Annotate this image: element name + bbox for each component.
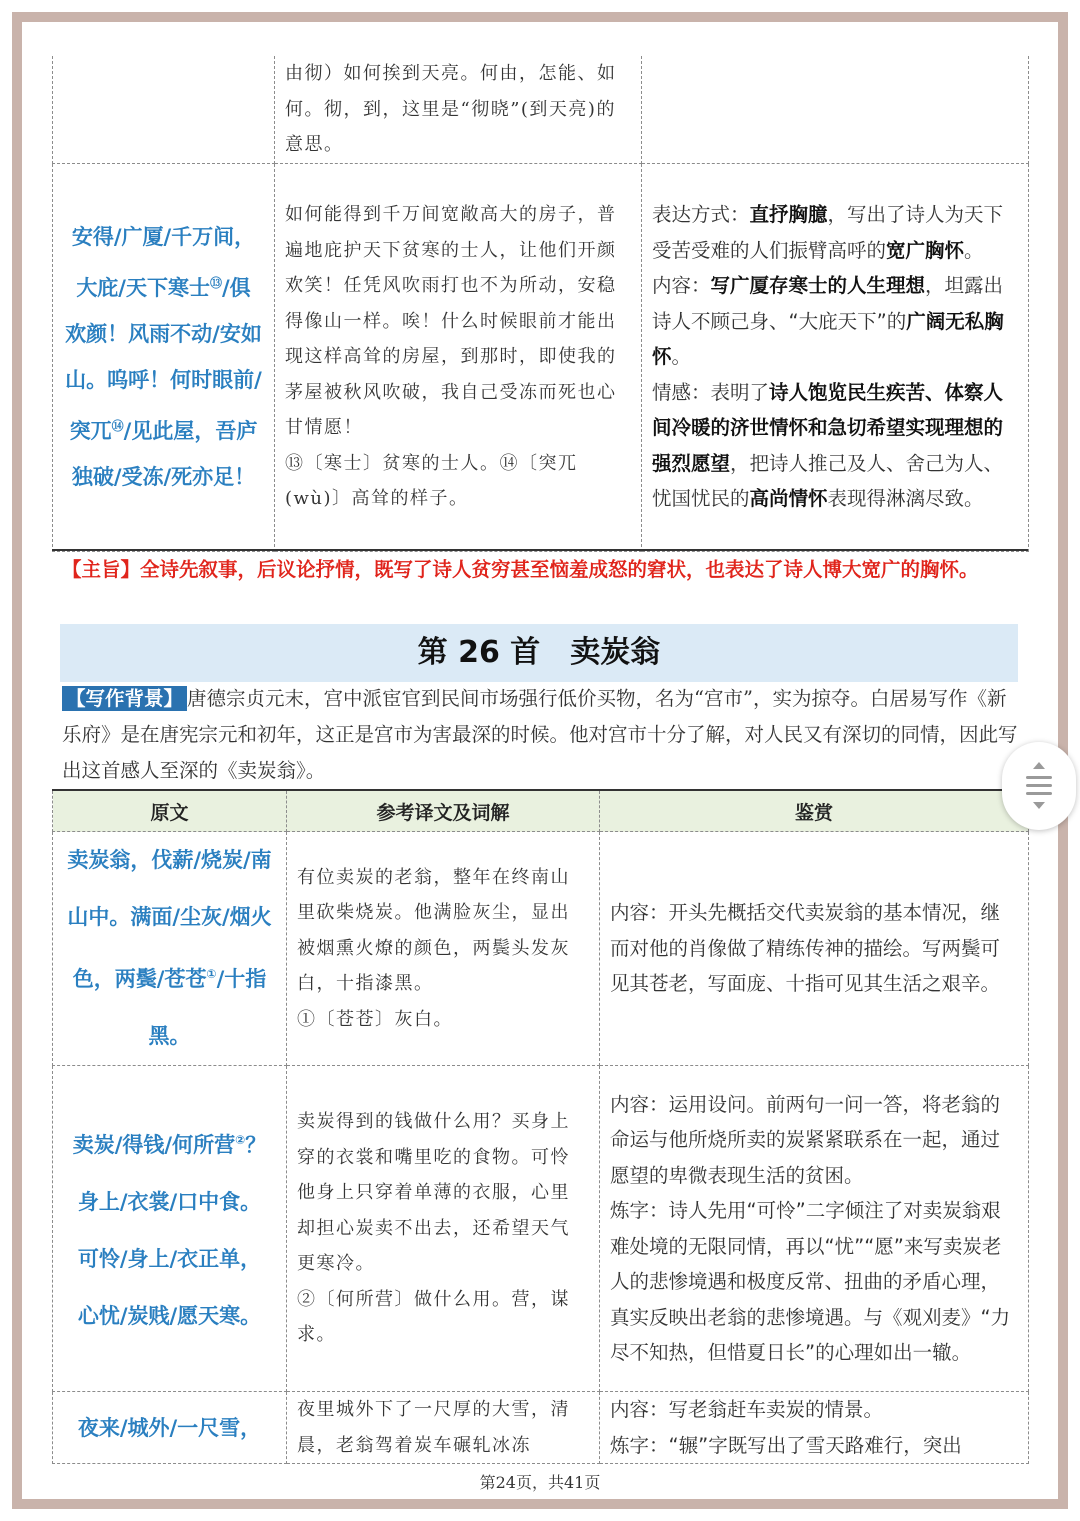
word-note: ②〔何所营〕做什么用。营，谋求。: [297, 1288, 570, 1346]
translation-cell: [287, 1392, 600, 1464]
footnote-mark: ⑬: [209, 276, 222, 290]
word-note: ⑬〔寒士〕贫寒的士人。⑭〔突兀(wù)〕高耸的样子。: [285, 452, 578, 510]
appreciation-label: 情感：: [652, 380, 711, 404]
poem-line: 卖炭/得钱/何所营: [72, 1133, 236, 1157]
original-cell: [53, 56, 275, 163]
appreciation-item: [652, 197, 1018, 268]
translation-text: 卖炭得到的钱做什么用？买身上穿的衣裳和嘴里吃的食物。可怜他身上只穿着单薄的衣服，心里却担心炭卖不出去，还希望天气更寒冷。: [297, 1111, 570, 1275]
translation-text: 由彻）如何挨到天亮。何由，怎能、如何。彻，到，这里是“彻晓”(到天亮)的意思。: [285, 63, 617, 155]
appreciation-text: ，把诗人推己及人、舍己为人、忧国忧民的: [652, 451, 1004, 511]
poem-line: 山。呜呼！何时眼前/: [65, 368, 262, 392]
page-number: 第24页，共41页: [479, 1473, 601, 1492]
table-row: [53, 1066, 1029, 1392]
original-cell: [53, 1392, 287, 1464]
key-phrase: 广阔无私胸怀: [652, 309, 1004, 369]
appreciation-text: ，写出了诗人为天下受苦受难的人们振臂高呼的: [652, 203, 1004, 262]
appreciation-text: 内容：开头先概括交代卖炭翁的基本情况，继而对他的肖像做了精练传神的描绘。写两鬓可见其苍老，写面庞、十指可见其生活之艰辛。: [610, 901, 1001, 996]
table-bottom-rule: [52, 549, 1028, 551]
footnote-mark: ②: [235, 1133, 246, 1147]
poem-title: 第 26 首 卖炭翁: [60, 624, 1018, 682]
poem-line: 欢颜！风雨不动/安如: [65, 322, 262, 346]
key-phrase: 高尚情怀: [749, 487, 828, 511]
appreciation-text: 。: [964, 238, 984, 262]
header-translation: 参考译文及词解: [287, 790, 600, 832]
key-phrase: 诗人饱览民生疾苦、体察人间冷暖的济世情怀和急切希望实现理想的强烈愿望: [652, 380, 1004, 475]
translation-text: 有位卖炭的老翁，整年在终南山里砍柴烧炭。他满脸灰尘，显出被烟熏火燎的颜色，两鬓头发灰白，十指漆黑。: [297, 866, 570, 995]
appreciation-item: 内容：写老翁赶车卖炭的情景。: [610, 1398, 884, 1421]
poem-line: 大庇/天下寒士: [76, 276, 210, 300]
translation-text: 夜里城外下了一尺厚的大雪，清晨，老翁驾着炭车碾轧冰冻: [297, 1399, 570, 1456]
poem-line: 色，两鬓/苍苍: [72, 967, 207, 991]
translation-cell: [275, 56, 642, 163]
appreciation-item: [652, 375, 1018, 517]
translation-cell: [275, 163, 642, 551]
appreciation-text: 表现得淋漓尽致。: [827, 487, 984, 511]
appreciation-text: 。: [671, 345, 692, 369]
appreciation-cell: [600, 1066, 1029, 1392]
original-cell: [53, 163, 275, 551]
appreciation-label: 内容：: [652, 274, 711, 298]
scroll-handle[interactable]: [1002, 742, 1076, 830]
table-header: [53, 790, 1029, 832]
table-row: [53, 56, 1029, 163]
poem-line: 黑。: [148, 1024, 191, 1048]
translation-cell: [287, 832, 600, 1066]
translation-cell: [287, 1066, 600, 1392]
poem-line: 山中。满面/尘灰/烟火: [67, 905, 272, 929]
appreciation-item: 内容：运用设问。前两句一问一答，将老翁的命运与他所烧所卖的炭紧紧联系在一起，通过愿望的卑微表现生活的贫困。: [610, 1092, 1001, 1187]
poem-line: /俱: [222, 276, 251, 300]
top-poem-table: [52, 56, 1029, 552]
writing-background: [62, 681, 1024, 789]
appreciation-text: ，坦露出诗人不顾己身、“大庇天下”的: [652, 274, 1004, 333]
appreciation-item: 炼字：诗人先用“可怜”二字倾注了对卖炭翁艰难处境的无限同情，再以“忧”“愿”来写卖炭老人的悲惨境遇和极度反常、扭曲的矛盾心理，真实反映出老翁的悲惨境遇。与《观刈麦》“力尽不知热，但惜夏日长”的心理如出一辙。: [610, 1199, 1011, 1364]
footnote-mark: ①: [206, 967, 217, 981]
appreciation-item: [652, 268, 1018, 375]
appreciation-cell: [642, 163, 1029, 551]
original-cell: [53, 1066, 287, 1392]
key-phrase: 直抒胸臆: [749, 203, 828, 227]
key-phrase: 宽广胸怀: [886, 238, 965, 262]
original-cell: [53, 832, 287, 1066]
poem-line: /见此屋，吾庐: [123, 419, 258, 443]
key-phrase: 写广厦存寒士的人生理想: [710, 274, 926, 298]
appreciation-item: 炼字：“辗”字既写出了雪天路难行，突出: [610, 1433, 962, 1457]
poem-table: [52, 789, 1029, 1464]
word-note: ①〔苍苍〕灰白。: [297, 1008, 453, 1030]
table-row: [53, 1392, 1029, 1464]
background-text: 唐德宗贞元末，宫中派宦官到民间市场强行低价买物，名为“宫市”，实为掠夺。白居易写作《新乐府》是在唐宪宗元和初年，这正是宫市为害最深的时候。他对宫市十分了解，对人民又有深切的同情，因此写出这首感人至深的《卖炭翁》。: [62, 687, 1018, 782]
poem-line: 突兀: [69, 419, 112, 443]
header-original: 原文: [53, 790, 287, 832]
poem-line: ？: [245, 1133, 267, 1157]
appreciation-cell: [642, 56, 1029, 163]
appreciation-cell: [600, 832, 1029, 1066]
table-row: [53, 832, 1029, 1066]
poem-line: 心忧/炭贱/愿天寒。: [77, 1304, 262, 1328]
appreciation-cell: [600, 1392, 1029, 1464]
poem-line: 可怜/身上/衣正单，: [77, 1247, 262, 1271]
appreciation-label: 表达方式：: [652, 203, 750, 227]
translation-text: 如何能得到千万间宽敞高大的房子，普遍地庇护天下贫寒的士人，让他们开颜欢笑！任凭风吹雨打也不为所动，安稳得像山一样。唉！什么时候眼前才能出现这样高耸的房屋，到那时，即使我的茅屋被秋风吹破，我自己受冻而死也心甘情愿！: [285, 204, 617, 439]
appreciation-text: 表明了: [710, 380, 770, 404]
scroll-handle-icon: [1002, 742, 1076, 830]
background-label: 【写作背景】: [62, 686, 187, 711]
poem-line: 卖炭翁，伐薪/烧炭/南: [67, 848, 272, 872]
table-row: [53, 163, 1029, 551]
footnote-mark: ⑭: [111, 419, 124, 433]
poem-line: /十指: [216, 967, 267, 991]
poem-line: 安得/广厦/千万间，: [71, 225, 256, 249]
poem-line: 夜来/城外/一尺雪，: [77, 1415, 262, 1440]
poem-line: 独破/受冻/死亦足！: [71, 465, 256, 489]
theme-statement: 【主旨】全诗先叙事，后议论抒情，既写了诗人贫穷甚至恼羞成怒的窘状，也表达了诗人博大宽广的胸怀。: [62, 558, 979, 581]
poem-line: 身上/衣裳/口中食。: [77, 1190, 262, 1214]
header-appreciation: 鉴赏: [600, 790, 1029, 832]
